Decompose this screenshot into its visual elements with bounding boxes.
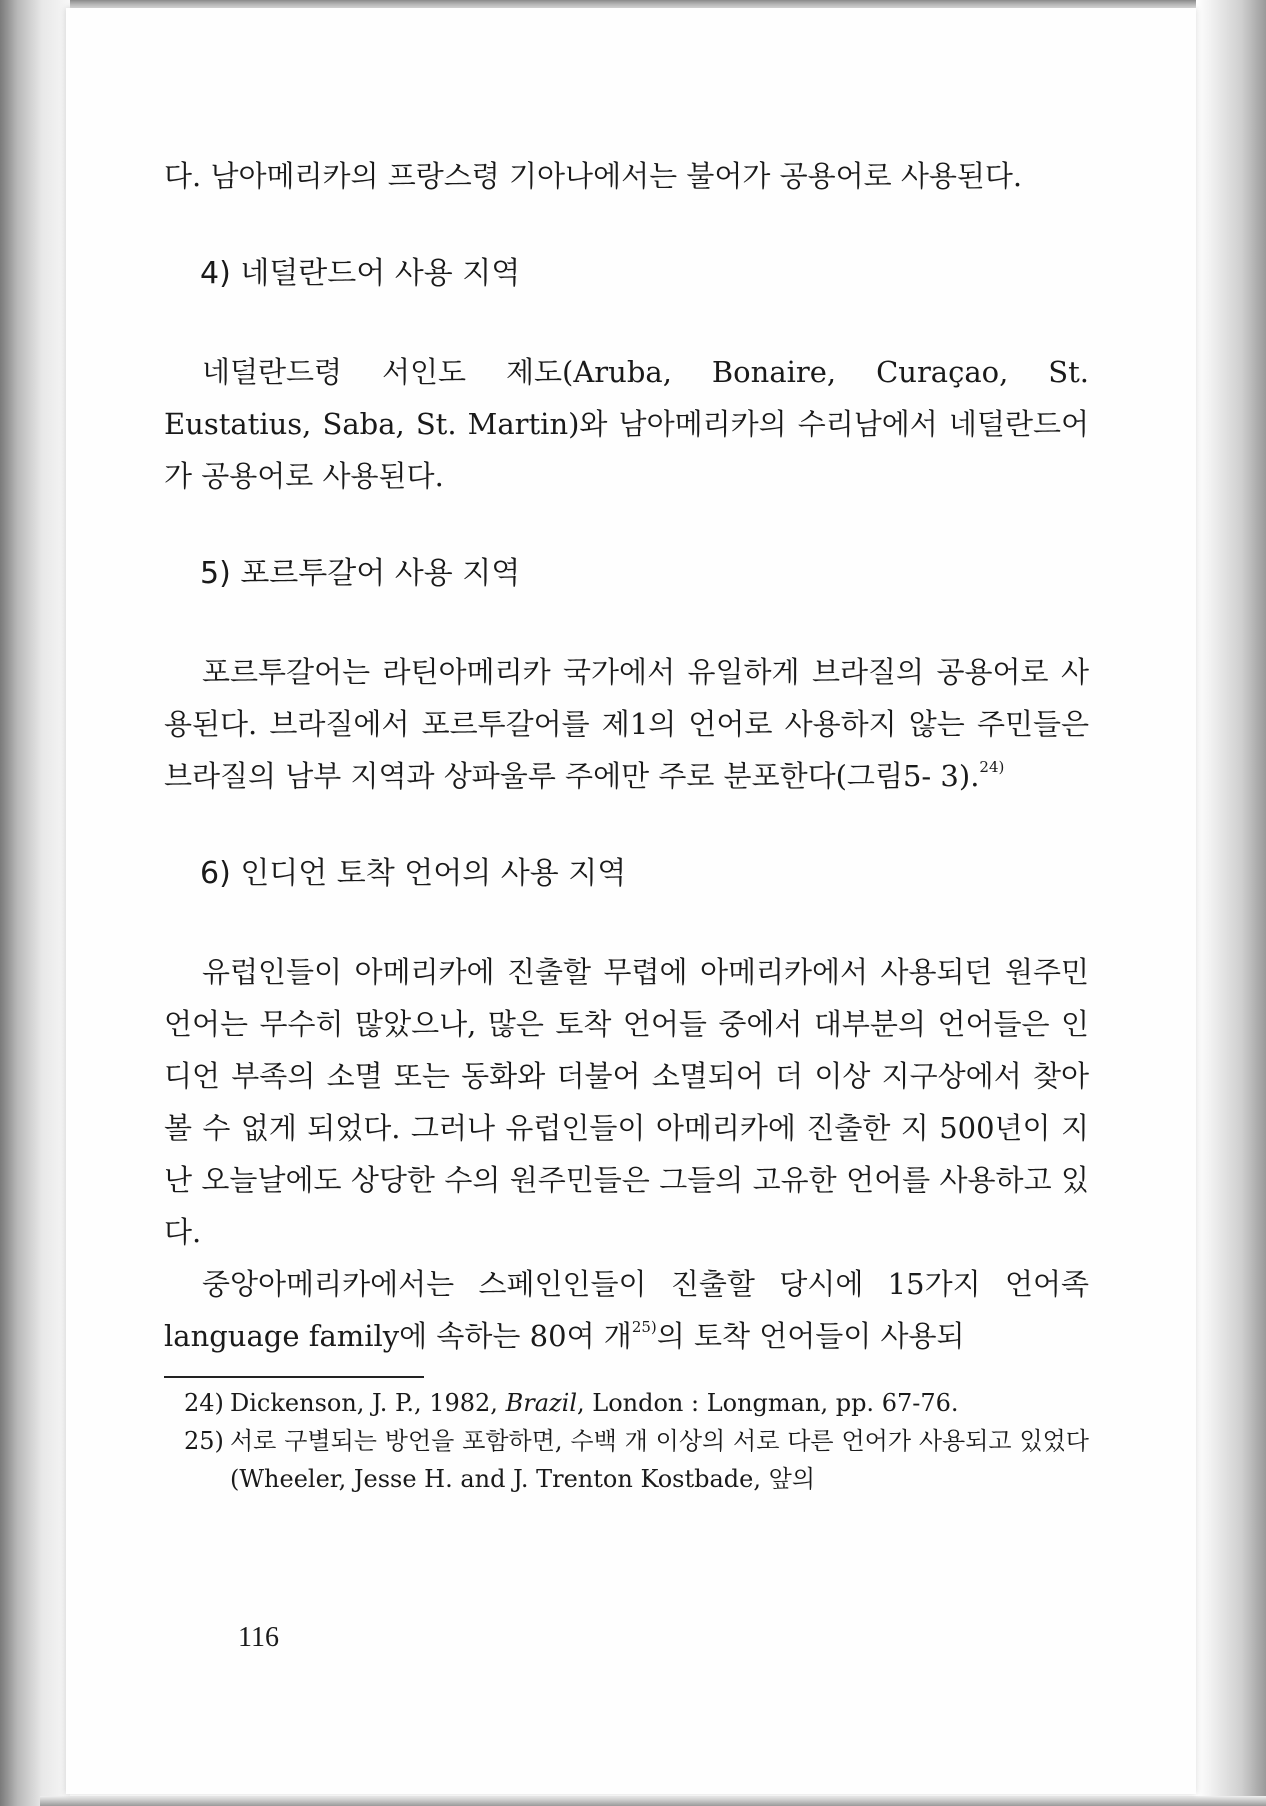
page-right-shadow [1196, 0, 1266, 1806]
page-number: 116 [238, 1622, 279, 1653]
page-bottom-edge [40, 1796, 1266, 1806]
section-heading-6: 6) 인디언 토착 언어의 사용 지역 [200, 856, 627, 891]
footnote-24-publisher: , London : Longman, pp. 67-76. [577, 1389, 959, 1417]
footnote-25-number: 25) [184, 1427, 224, 1455]
page-top-edge [0, 0, 1266, 8]
paragraph-indigenous-2-post: 의 토착 언어들이 사용되 [656, 1319, 965, 1353]
paragraph-indigenous-1: 유럽인들이 아메리카에 진출할 무렵에 아메리카에서 사용되던 원주민 언어는 무수히 많았으나, 많은 토착 언어들 중에서 대부분의 언어들은 인디언 부족의 소멸 또는 동화와 더불어 소멸되어 더 이상 지구상에서 찾아볼 수 없게 되었다. 그러나 유럽인들이 아메리카에 진출한 지 500년이 지난 오늘날에도 상당한 수의 원주민들은 그들의 고유한 언어를 사용하고 있다. [164, 955, 1089, 1249]
footnote-25 [184, 1422, 1089, 1498]
page-body [164, 150, 1089, 1498]
paragraph-indigenous-2-pre: 중앙아메리카에서는 스페인인들이 진출할 당시에 15가지 언어족language family에 속하는 80여 개 [164, 1267, 1089, 1353]
footnote-24-number: 24) [184, 1389, 224, 1417]
footnote-divider [164, 1376, 424, 1378]
paragraph-intro: 다. 남아메리카의 프랑스령 기아나에서는 불어가 공용어로 사용된다. [164, 159, 1023, 193]
paragraph-indigenous-2 [164, 1258, 1089, 1362]
footnote-ref-24: 24) [979, 758, 1005, 777]
paragraph-portuguese [164, 646, 1089, 802]
footnote-24-title: Brazil [505, 1389, 577, 1417]
page-spine-shadow [0, 0, 70, 1806]
footnote-25-text: 서로 구별되는 방언을 포함하면, 수백 개 이상의 서로 다른 언어가 사용되고 있었다(Wheeler, Jesse H. and J. Trenton Kostbade, 앞의 [230, 1427, 1089, 1493]
paragraph-portuguese-text: 포르투갈어는 라틴아메리카 국가에서 유일하게 브라질의 공용어로 사용된다. 브라질에서 포르투갈어를 제1의 언어로 사용하지 않는 주민들은 브라질의 남부 지역과 상파울루 주에만 주로 분포한다(그림5- 3). [164, 655, 1089, 793]
section-heading-5: 5) 포르투갈어 사용 지역 [200, 556, 521, 591]
section-heading-4: 4) 네덜란드어 사용 지역 [200, 256, 521, 291]
footnote-ref-25: 25) [631, 1318, 657, 1337]
footnote-24 [184, 1384, 1089, 1422]
paragraph-dutch: 네덜란드령 서인도 제도(Aruba, Bonaire, Curaçao, St. Eustatius, Saba, St. Martin)와 남아메리카의 수리남에서 네덜란드어가 공용어로 사용된다. [164, 355, 1089, 493]
footnote-24-author: Dickenson, J. P., 1982, [230, 1389, 506, 1417]
